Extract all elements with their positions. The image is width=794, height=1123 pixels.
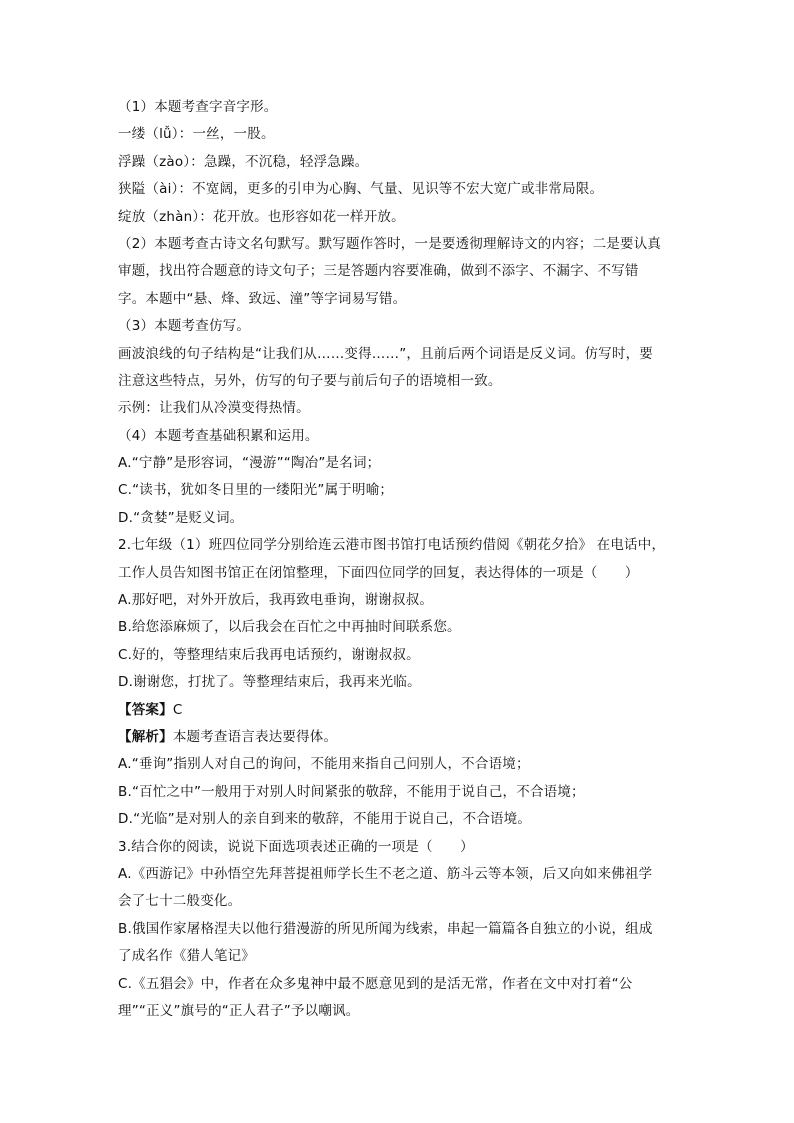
option-c: C.《五猖会》中，作者在众多鬼神中最不愿意见到的是活无常，作者在文中对打着“公 xyxy=(118,975,633,992)
analysis-label: 【解析】 xyxy=(118,728,173,745)
question-stem: 2.七年级（1）班四位同学分别给连云港市图书馆打电话预约借阅《朝花夕拾》 在电话中， xyxy=(118,537,666,554)
text-line: A.“宁静”是形容词，“漫游”“陶冶”是名词； xyxy=(118,455,381,472)
option-a-cont: 会了七十二般变化。 xyxy=(118,893,242,910)
text-line: B.“百忙之中”一般用于对别人时间紧张的敬辞，不能用于说自己，不合语境； xyxy=(118,783,585,800)
text-line: 审题，找出符合题意的诗文句子；三是答题内容要准确，做到不添字、不漏字、不写错 xyxy=(118,263,639,280)
text-line: 一缕（lǚ）：一丝，一股。 xyxy=(118,126,275,143)
document-body xyxy=(118,94,688,1025)
text-line: D.“光临”是对别人的亲自到来的敬辞，不能用于说自己，不合语境。 xyxy=(118,811,532,828)
analysis-text: 本题考查语言表达要得体。 xyxy=(172,728,338,745)
text-line: （3）本题考查仿写。 xyxy=(118,318,251,335)
option-b: B.给您添麻烦了，以后我会在百忙之中再抽时间联系您。 xyxy=(118,619,461,636)
text-line: 示例：让我们从冷漠变得热情。 xyxy=(118,400,310,417)
option-c: C.好的，等整理结束后我再电话预约，谢谢叔叔。 xyxy=(118,646,420,663)
option-d: D.谢谢您，打扰了。等整理结束后，我再来光临。 xyxy=(118,674,421,691)
answer-label: 【答案】 xyxy=(118,701,173,718)
option-a: A.《西游记》中孙悟空先拜菩提祖师学长生不老之道、筋斗云等本领，后又向如来佛祖学 xyxy=(118,865,653,882)
text-line: （4）本题考查基础积累和运用。 xyxy=(118,427,319,444)
answer-line xyxy=(118,697,688,724)
text-line: 字。本题中“悬、烽、致远、潼”等字词易写错。 xyxy=(118,290,407,307)
text-line: （1）本题考查字音字形。 xyxy=(118,99,278,115)
text-line: C.“读书，犹如冬日里的一缕阳光”属于明喻； xyxy=(118,482,394,499)
question-stem: 工作人员告知图书馆正在闭馆整理，下面四位同学的回复，表达得体的一项是（ ） xyxy=(118,564,639,581)
text-line: （2）本题考查古诗文名句默写。默写题作答时，一是要透彻理解诗文的内容；二是要认真 xyxy=(118,235,662,252)
option-c-cont: 理”“正义”旗号的“正人君子”予以嘲讽。 xyxy=(118,1002,360,1019)
text-line: A.“垂询”指别人对自己的询问，不能用来指自己问别人，不合语境； xyxy=(118,756,530,773)
text-line: 狭隘（ài）：不宽阔，更多的引申为心胸、气量、见识等不宏大宽广或非常局限。 xyxy=(118,181,604,198)
option-b: B.俄国作家屠格涅夫以他行猎漫游的所见所闻为线索，串起一篇篇各自独立的小说，组成 xyxy=(118,920,653,937)
text-line: D.“贪婪”是贬义词。 xyxy=(118,509,244,526)
text-line: 注意这些特点，另外，仿写的句子要与前后句子的语境相一致。 xyxy=(118,372,502,389)
question-stem: 3.结合你的阅读，说说下面选项表述正确的一项是（ ） xyxy=(118,838,474,855)
answer-value: C xyxy=(172,701,183,718)
option-b-cont: 了成名作《猎人笔记》 xyxy=(118,948,255,965)
text-line: 绽放（zhàn）：花开放。也形容如花一样开放。 xyxy=(118,208,405,225)
text-line: 画波浪线的句子结构是“让我们从……变得……”，且前后两个词语是反义词。仿写时，要 xyxy=(118,345,653,362)
analysis-line xyxy=(118,724,688,751)
text-line: 浮躁（zào）：急躁，不沉稳，轻浮急躁。 xyxy=(118,153,369,170)
option-a: A.那好吧，对外开放后，我再致电垂询，谢谢叔叔。 xyxy=(118,592,434,609)
